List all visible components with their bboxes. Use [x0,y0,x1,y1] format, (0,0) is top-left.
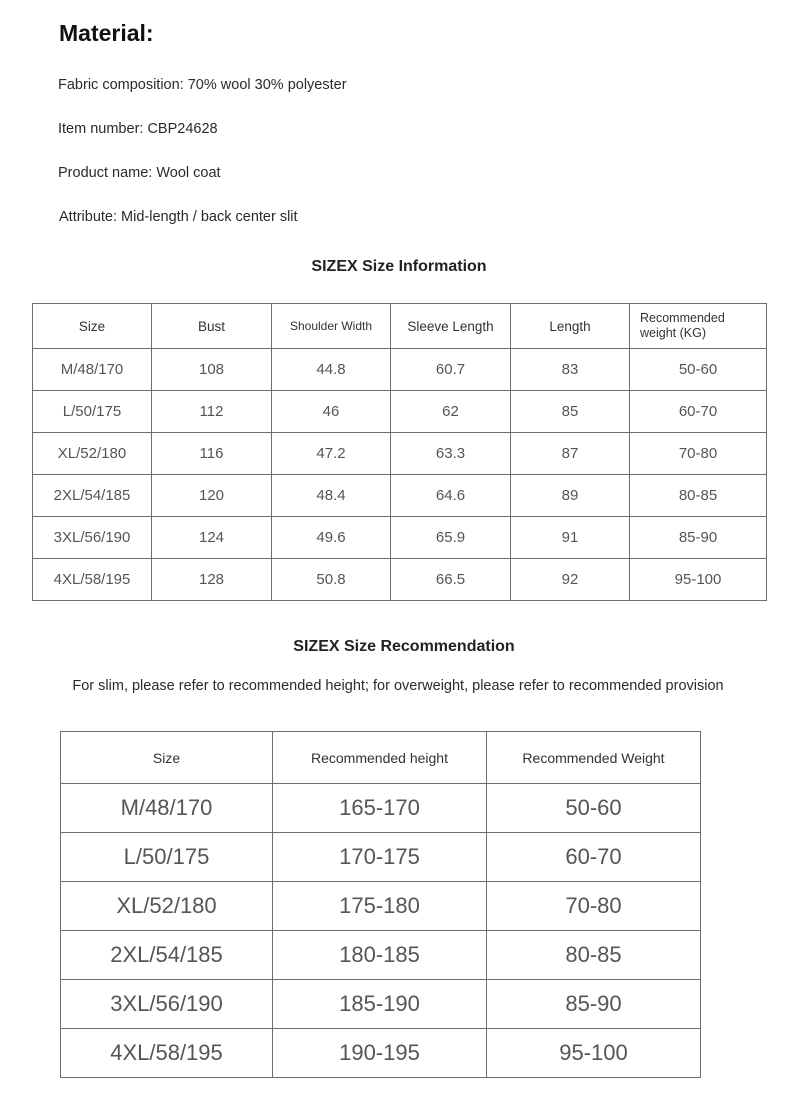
header-shoulder-width: Shoulder Width [272,304,391,349]
table-cell: 85-90 [487,980,701,1029]
header-rec-line1: Recommended [640,311,725,325]
table-cell: 91 [511,517,630,559]
table-cell: 60.7 [391,349,511,391]
table-cell: 80-85 [487,931,701,980]
table-cell: 60-70 [630,391,767,433]
table-row [61,931,701,980]
size-info-header-row [33,304,767,349]
product-name: Product name: Wool coat [58,165,221,181]
size-info-table [32,303,767,601]
header-length: Length [511,304,630,349]
size-info-title: SIZEX Size Information [311,258,487,275]
table-cell: 44.8 [272,349,391,391]
table-cell: 128 [152,559,272,601]
table-cell: 70-80 [630,433,767,475]
table-row [33,349,767,391]
table-cell: 87 [511,433,630,475]
table-cell: 62 [391,391,511,433]
table-row [61,833,701,882]
item-number: Item number: CBP24628 [58,121,218,137]
header-bust: Bust [152,304,272,349]
material-heading: Material: [59,20,154,46]
header-size: Size [33,304,152,349]
table-cell: XL/52/180 [33,433,152,475]
header-recommended-weight [630,304,767,349]
table-cell: 92 [511,559,630,601]
table-cell: XL/52/180 [61,882,273,931]
table-cell: 85 [511,391,630,433]
header-sleeve-length: Sleeve Length [391,304,511,349]
table-cell: 66.5 [391,559,511,601]
table-cell: 95-100 [487,1029,701,1078]
table-cell: 108 [152,349,272,391]
table-row [61,784,701,833]
size-rec-note: For slim, please refer to recommended height; for overweight, please refer to recommended provision [72,678,724,694]
size-rec-table [60,731,701,1078]
table-cell: 165-170 [273,784,487,833]
table-cell: 2XL/54/185 [61,931,273,980]
table-row [33,517,767,559]
table-cell: M/48/170 [61,784,273,833]
table-row [61,980,701,1029]
table-cell: 4XL/58/195 [33,559,152,601]
table-cell: 2XL/54/185 [33,475,152,517]
table-cell: 80-85 [630,475,767,517]
table-cell: M/48/170 [33,349,152,391]
size-rec-title: SIZEX Size Recommendation [293,638,515,655]
table-cell: 185-190 [273,980,487,1029]
table-cell: L/50/175 [61,833,273,882]
table-cell: 112 [152,391,272,433]
table-row [33,433,767,475]
table-cell: 85-90 [630,517,767,559]
table-cell: 48.4 [272,475,391,517]
fabric-composition: Fabric composition: 70% wool 30% polyester [58,77,347,93]
table-cell: 47.2 [272,433,391,475]
table-cell: 89 [511,475,630,517]
header-recommended-weight: Recommended Weight [487,732,701,784]
table-cell: 50.8 [272,559,391,601]
table-row [33,559,767,601]
table-cell: 64.6 [391,475,511,517]
table-row [33,391,767,433]
table-cell: 116 [152,433,272,475]
table-cell: 175-180 [273,882,487,931]
table-cell: 170-175 [273,833,487,882]
table-cell: 50-60 [487,784,701,833]
header-recommended-height: Recommended height [273,732,487,784]
table-cell: 46 [272,391,391,433]
table-cell: 120 [152,475,272,517]
table-cell: 180-185 [273,931,487,980]
table-cell: 65.9 [391,517,511,559]
table-row [61,1029,701,1078]
table-cell: 50-60 [630,349,767,391]
size-rec-header-row [61,732,701,784]
header-size: Size [61,732,273,784]
table-cell: 3XL/56/190 [33,517,152,559]
table-cell: 49.6 [272,517,391,559]
table-cell: 3XL/56/190 [61,980,273,1029]
table-row [33,475,767,517]
header-rec-line2: weight (KG) [640,326,706,340]
table-cell: L/50/175 [33,391,152,433]
attribute: Attribute: Mid-length / back center slit [59,209,298,225]
table-cell: 60-70 [487,833,701,882]
table-cell: 4XL/58/195 [61,1029,273,1078]
table-cell: 83 [511,349,630,391]
table-cell: 63.3 [391,433,511,475]
table-cell: 95-100 [630,559,767,601]
table-row [61,882,701,931]
table-cell: 190-195 [273,1029,487,1078]
table-cell: 124 [152,517,272,559]
table-cell: 70-80 [487,882,701,931]
